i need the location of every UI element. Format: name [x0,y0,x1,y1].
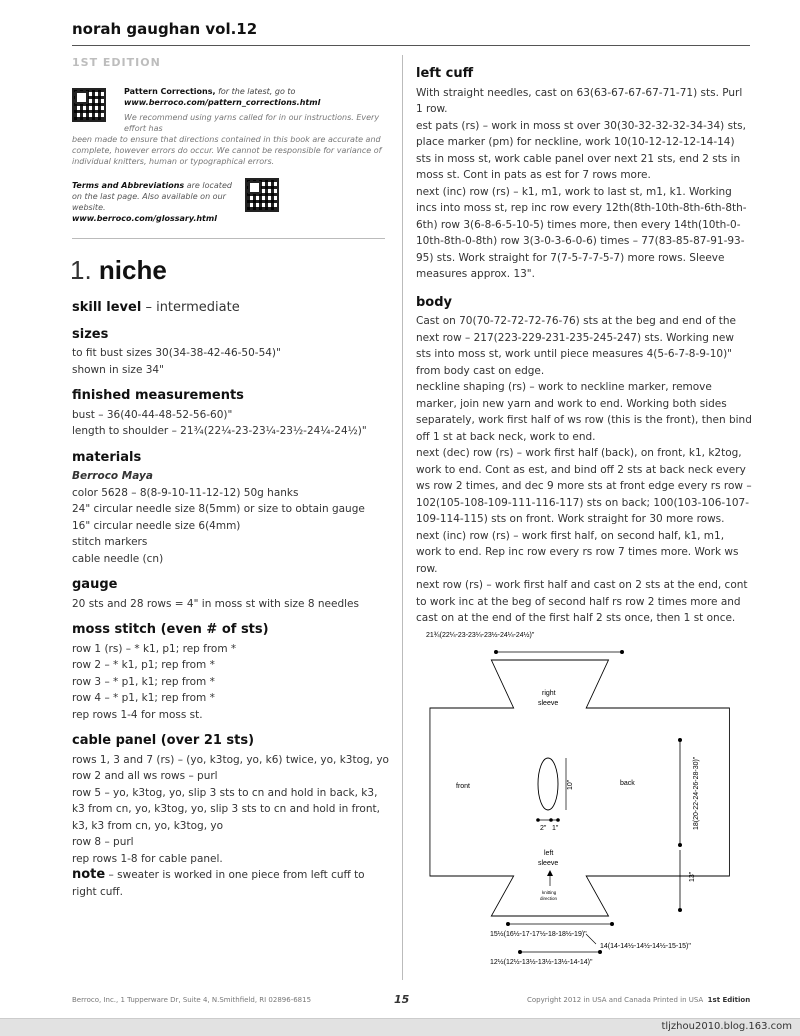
moss-line: row 2 – * k1, p1; rep from * [72,659,215,671]
materials-heading: materials [72,449,142,465]
moss-line: row 1 (rs) – * k1, p1; rep from * [72,642,237,655]
moss-line: row 3 – * p1, k1; rep from * [72,675,215,688]
left-sleeve-2: sleeve [538,860,559,867]
section-rule [72,238,385,239]
dim-dot [494,650,498,654]
note-text: – sweater is worked in one piece from left cuff to right cuff. [72,869,365,898]
body-para: neckline shaping (rs) – work to neckline marker, remove marker, join new yarn and work to end. Working both sides separately, work first half of ws row (this is the front), then bind off 1 st at back neck, work to end. [416,381,752,443]
footer-edition: 1st Edition [707,996,751,1004]
sizes-line: shown in size 34" [72,363,164,376]
bottom-dim-1: 15½(16½-17-17½-18-18½-19)" [490,931,587,938]
pattern-number: 1. [70,255,92,285]
body-para: next (inc) row (rs) – work first half, on second half, k1, m1, work to end. Rep inc row every rs row 7 times more. Work ws row. [416,529,739,575]
disclaimer-line-2: been made to ensure that directions contained in this book are accurate and complete, however errors do occur. We cannot be responsible for variance of individual knitters, human or typographical errors. [72,135,382,166]
cable-line: rep rows 1-8 for cable panel. [72,852,223,865]
disclaimer [72,112,394,167]
footer-copyright-text: Copyright 2012 in USA and Canada Printed in USA [527,996,704,1004]
header-title: norah gaughan vol.12 [72,20,258,38]
terms-rest: are located on the last page. Also available on our website. [72,181,232,212]
arrow-head-icon [547,870,553,876]
bottom-dim-3: 12½(12½-13½-13½-13½-14-14)" [490,959,593,966]
moss-heading: moss stitch (even # of sts) [72,622,269,637]
terms-link[interactable]: www.berroco.com/glossary.html [72,214,217,223]
finished-line: length to shoulder – 21¾(22¼-23-23¼-23½-24¼-24½)" [72,425,367,437]
back-label: back [620,780,635,787]
footer-copyright [527,996,750,1004]
sizes-line: to fit bust sizes 30(34-38-42-46-50-54)" [72,347,281,359]
corrections-rest: for the latest, go to [215,87,296,96]
moss-line: row 4 – * p1, k1; rep from * [72,692,215,704]
dim-1: 1" [552,825,559,832]
body-para: Cast on 70(70-72-72-72-76-76) sts at the beg and end of the next row – 217(223-229-231-235-245-247) sts. Working new sts into moss st, work until piece measures 4(5-6-7-8-9-10)" from body cast on edge. [416,315,736,377]
left-sleeve-1: left [544,850,554,857]
sizes-heading: sizes [72,326,109,342]
gauge-heading: gauge [72,577,118,592]
materials-line: 24" circular needle size 8(5mm) or size to obtain gauge [72,503,365,515]
neck-dim: 10" [567,779,574,790]
left-cuff-para: est pats (rs) – work in moss st over 30(30-32-32-32-34-34) sts, place marker (pm) for neckline, work 10(10-12-12-12-14-14) sts in moss st, work cable panel over next 21 sts, end 2 sts in moss st. Cont in pats as est for 7 rows more. [416,119,746,181]
moss-line: rep rows 1-4 for moss st. [72,708,203,721]
sleeve-len-label: 13" [689,871,696,882]
pattern-corrections [124,86,394,108]
materials-yarn: Berroco Maya [72,470,153,482]
materials-line: color 5628 – 8(8-9-10-11-12-12) 50g hanks [72,486,299,499]
left-cuff-para: next (inc) row (rs) – k1, m1, work to last st, m1, k1. Working incs into moss st, rep inc row every 12th(8th-10th-8th-6th-8th-6th) row 3(6-8-6-5-10-5) times more, then every 14th(10th-0-10th-8th-0-8th) row 3(3-0-3-6-0-6) times – 77(83-85-87-91-93-95) sts. Work straight for 7(7-5-7-7-5-7) more rows. Sleeve measures approx. 13". [416,185,747,280]
knit-dir-1: knitting [542,890,557,895]
left-column [72,300,392,900]
edition-label: 1ST EDITION [72,56,161,69]
left-cuff-heading: left cuff [416,66,474,81]
finished-line: bust – 36(40-44-48-52-56-60)" [72,408,233,421]
side-dim-label: 18(20-22-24-26-28-30)" [693,756,700,830]
cable-line: row 2 and all ws rows – purl [72,770,218,782]
watermark-text: tljzhou2010.blog.163.com [661,1021,792,1032]
header-rule [72,45,750,46]
materials-line: 16" circular needle size 6(4mm) [72,519,241,532]
finished-heading: finished measurements [72,388,244,403]
qr-code-icon-2 [245,178,279,212]
left-cuff-para: With straight needles, cast on 63(63-67-67-67-71-71) sts. Purl 1 row. [416,86,743,115]
corrections-bold: Pattern Corrections, [124,87,216,96]
disclaimer-line-1: We recommend using yarns called for in our instructions. Every effort has [124,113,380,133]
body-para: next (dec) row (rs) – work first half (back), on front, k1, k2tog, work to end. Cont as est, and bind off 2 sts at back neck every ws row 2 times, and dec 9 more sts at front edge every rs row – 102(105-108-109-111-116-117) sts on back; 100(103-106-107-109-114-115) sts on front. Work straight for 30 more rows. [416,447,752,525]
cable-heading: cable panel (over 21 sts) [72,733,255,748]
pattern-title [70,255,167,286]
right-column [416,66,752,627]
bottom-dim-2: 14(14-14½-14½-14½-15-15)" [600,943,691,950]
neck-opening [538,758,558,810]
note-label: note [72,867,106,882]
dim-dot [620,650,624,654]
skill-value: – intermediate [141,300,240,315]
corrections-link[interactable]: www.berroco.com/pattern_corrections.html [124,98,321,107]
right-sleeve-2: sleeve [538,700,559,707]
page-number: 15 [394,993,410,1006]
body-para: next row (rs) – work first half and cast on 2 sts at the end, cont to work inc at the beg of second half rs row 2 times more and cast on at the end of the first half 2 sts once, then 1 st once. [416,579,748,624]
terms-bold: Terms and Abbreviations [72,181,185,190]
right-sleeve-1: right [542,690,556,697]
cable-line: row 8 – purl [72,836,134,848]
front-label: front [456,783,471,790]
body-heading: body [416,294,453,310]
materials-line: stitch markers [72,536,148,548]
dim-2: 2" [540,825,547,832]
terms-abbreviations [72,180,242,224]
materials-line: cable needle (cn) [72,552,164,565]
cable-line: rows 1, 3 and 7 (rs) – (yo, k3tog, yo, k6) twice, yo, k3tog, yo [72,753,389,766]
pattern-name: niche [98,255,167,285]
watermark-bar [0,1018,800,1036]
skill-label: skill level [72,300,142,315]
sweater-schematic [416,620,752,970]
cable-line: row 5 – yo, k3tog, yo, slip 3 sts to cn and hold in back, k3, k3 from cn, yo, k3tog, yo, slip 3 sts to cn and hold in front, k3, k3 from cn, yo, k3tog, yo [72,786,380,832]
gauge-line: 20 sts and 28 rows = 4" in moss st with size 8 needles [72,597,359,610]
garment-outline [430,660,729,916]
top-dim-label: 21¾(22¼-23-23¼-23½-24¼-24½)" [426,632,535,639]
column-divider [402,55,403,980]
footer-address: Berroco, Inc., 1 Tupperware Dr, Suite 4, N.Smithfield, RI 02896-6815 [72,996,312,1004]
knit-dir-2: direction [540,896,558,901]
